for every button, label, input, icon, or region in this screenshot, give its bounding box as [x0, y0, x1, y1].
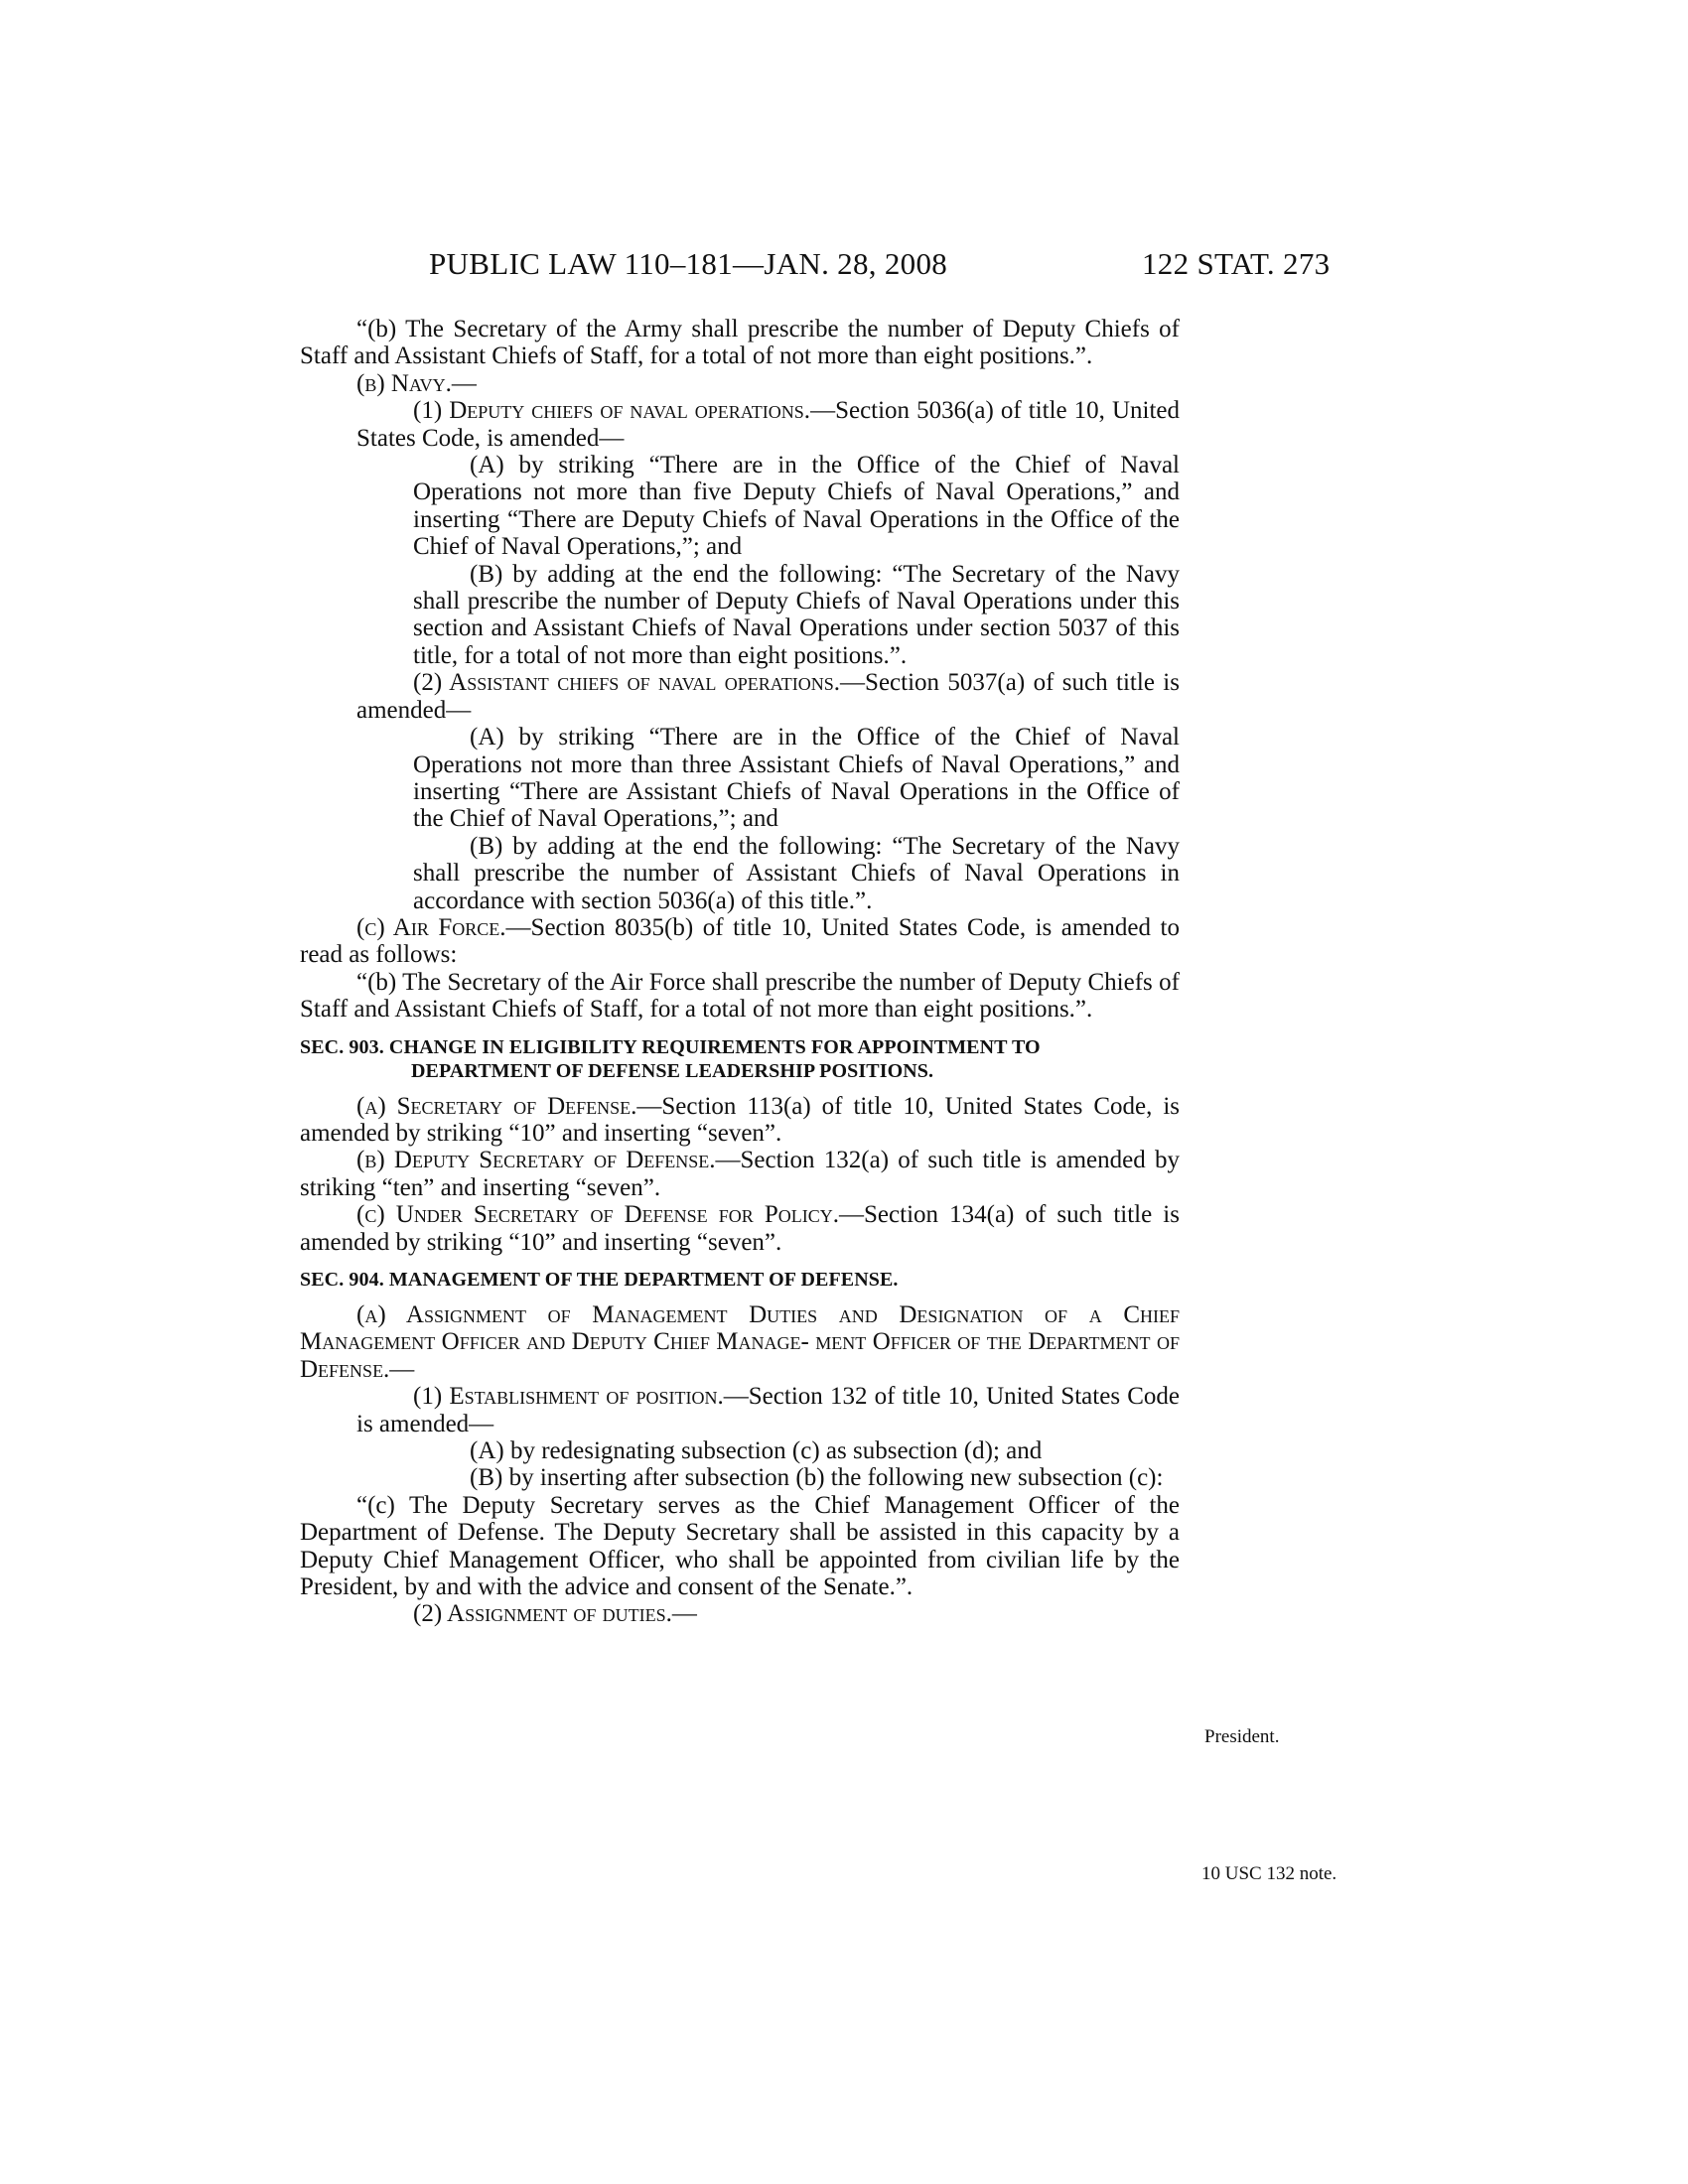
s903-c-text: —Section 134(a) of such title is amended by striking “10” and inserting “seven”. — [300, 1201, 1180, 1256]
paragraph-navy-2-a: (A) by striking “There are in the Office of the Chief of Naval Operations not more than three Assistant Chiefs of Naval Operations,” and inserting “There are Assistant Chiefs of Naval Operations in the Office of the Chief of Naval Operations,”; and — [413, 724, 1180, 833]
paragraph-904-1-b: (B) by inserting after subsection (b) the following new subsection (c): — [470, 1464, 1164, 1492]
s904-2-heading: (2) Assignment of duties.— — [413, 1600, 697, 1628]
paragraph-904-a — [300, 1301, 1180, 1383]
section-903-heading: SEC. 903. CHANGE IN ELIGIBILITY REQUIREMENTS FOR APPOINTMENT TO DEPARTMENT OF DEFENSE LEADERSHIP POSITIONS. — [300, 1035, 1041, 1082]
paragraph-904-2 — [300, 1600, 1180, 1627]
paragraph-904-1-a: (A) by redesignating subsection (c) as subsection (d); and — [470, 1437, 1043, 1465]
paragraph-navy-1-a: (A) by striking “There are in the Office of the Chief of Naval Operations not more than five Deputy Chiefs of Naval Operations,” and inserting “There are Deputy Chiefs of Naval Operations in the Office of the Chief of Naval Operations,”; and — [413, 452, 1180, 561]
navy-1-heading: (1) Deputy chiefs of naval operations. — [413, 397, 811, 425]
navy-heading: (b) Navy.— — [356, 369, 477, 397]
s903-b-text: —Section 132(a) of such title is amended by striking “ten” and inserting “seven”. — [300, 1147, 1180, 1201]
s904-1-heading: (1) Establishment of position. — [413, 1383, 724, 1411]
paragraph-903-b — [300, 1147, 1180, 1201]
navy-1-text: —Section 5036(a) of title 10, United States Code, is amended— — [356, 397, 1181, 452]
document-body — [300, 316, 1180, 1628]
paragraph-904-quote: “(c) The Deputy Secretary serves as the Chief Management Officer of the Department of Defense. The Deputy Secretary shall be assisted in this capacity by a Deputy Chief Management Officer, who shall be appointed from civilian life by the President, by and with the advice and consent of the Senate.”. — [300, 1491, 1180, 1601]
navy-2-text: —Section 5037(a) of such title is amended— — [356, 669, 1180, 724]
s903-c-heading: (c) Under Secretary of Defense for Policy. — [356, 1201, 840, 1229]
s904-a-heading: (a) Assignment of Management Duties and Designation of a Chief Management Officer and Deputy Chief Manage- ment Officer of the Department of Defense.— — [300, 1301, 1180, 1383]
s903-a-heading: (a) Secretary of Defense. — [356, 1092, 637, 1120]
paragraph-903-a — [300, 1093, 1180, 1148]
paragraph-army-b: “(b) The Secretary of the Army shall prescribe the number of Deputy Chiefs of Staff and Assistant Chiefs of Staff, for a total of not more than eight positions.”. — [300, 316, 1180, 370]
stat-page-number: 122 STAT. 273 — [1142, 246, 1331, 281]
paragraph-903-c — [300, 1201, 1180, 1256]
margin-note-usc: 10 USC 132 note. — [1201, 1863, 1337, 1884]
s904-1-text: —Section 132 of title 10, United States Code is amended— — [356, 1383, 1180, 1437]
s903-a-text: —Section 113(a) of title 10, United States Code, is amended by striking “10” and inserting “seven”. — [300, 1092, 1180, 1147]
running-head: PUBLIC LAW 110–181—JAN. 28, 2008 — [429, 246, 948, 281]
paragraph-navy-2-b: (B) by adding at the end the following: “The Secretary of the Navy shall prescribe the number of Assistant Chiefs of Naval Operations in accordance with section 5036(a) of this title.”. — [413, 832, 1180, 914]
paragraph-904-1 — [300, 1383, 1180, 1437]
s903-b-heading: (b) Deputy Secretary of Defense. — [356, 1147, 716, 1174]
air-force-heading: (c) Air Force. — [356, 913, 506, 941]
paragraph-navy-heading — [300, 370, 1180, 397]
paragraph-air-force — [300, 914, 1180, 969]
margin-note-president: President. — [1204, 1726, 1280, 1747]
paragraph-navy-1-b: (B) by adding at the end the following: “The Secretary of the Navy shall prescribe the number of Deputy Chiefs of Naval Operations under this section and Assistant Chiefs of Naval Operations under section 5037 of this title, for a total of not more than eight positions.”. — [413, 560, 1180, 669]
paragraph-air-force-quote: “(b) The Secretary of the Air Force shall prescribe the number of Deputy Chiefs of Staff and Assistant Chiefs of Staff, for a total of not more than eight positions.”. — [300, 968, 1180, 1024]
navy-2-heading: (2) Assistant chiefs of naval operations. — [413, 669, 841, 697]
air-force-text: —Section 8035(b) of title 10, United States Code, is amended to read as follows: — [300, 913, 1180, 969]
paragraph-navy-2 — [300, 669, 1180, 724]
section-904-heading: SEC. 904. MANAGEMENT OF THE DEPARTMENT OF DEFENSE. — [300, 1269, 899, 1291]
paragraph-navy-1 — [300, 397, 1180, 452]
